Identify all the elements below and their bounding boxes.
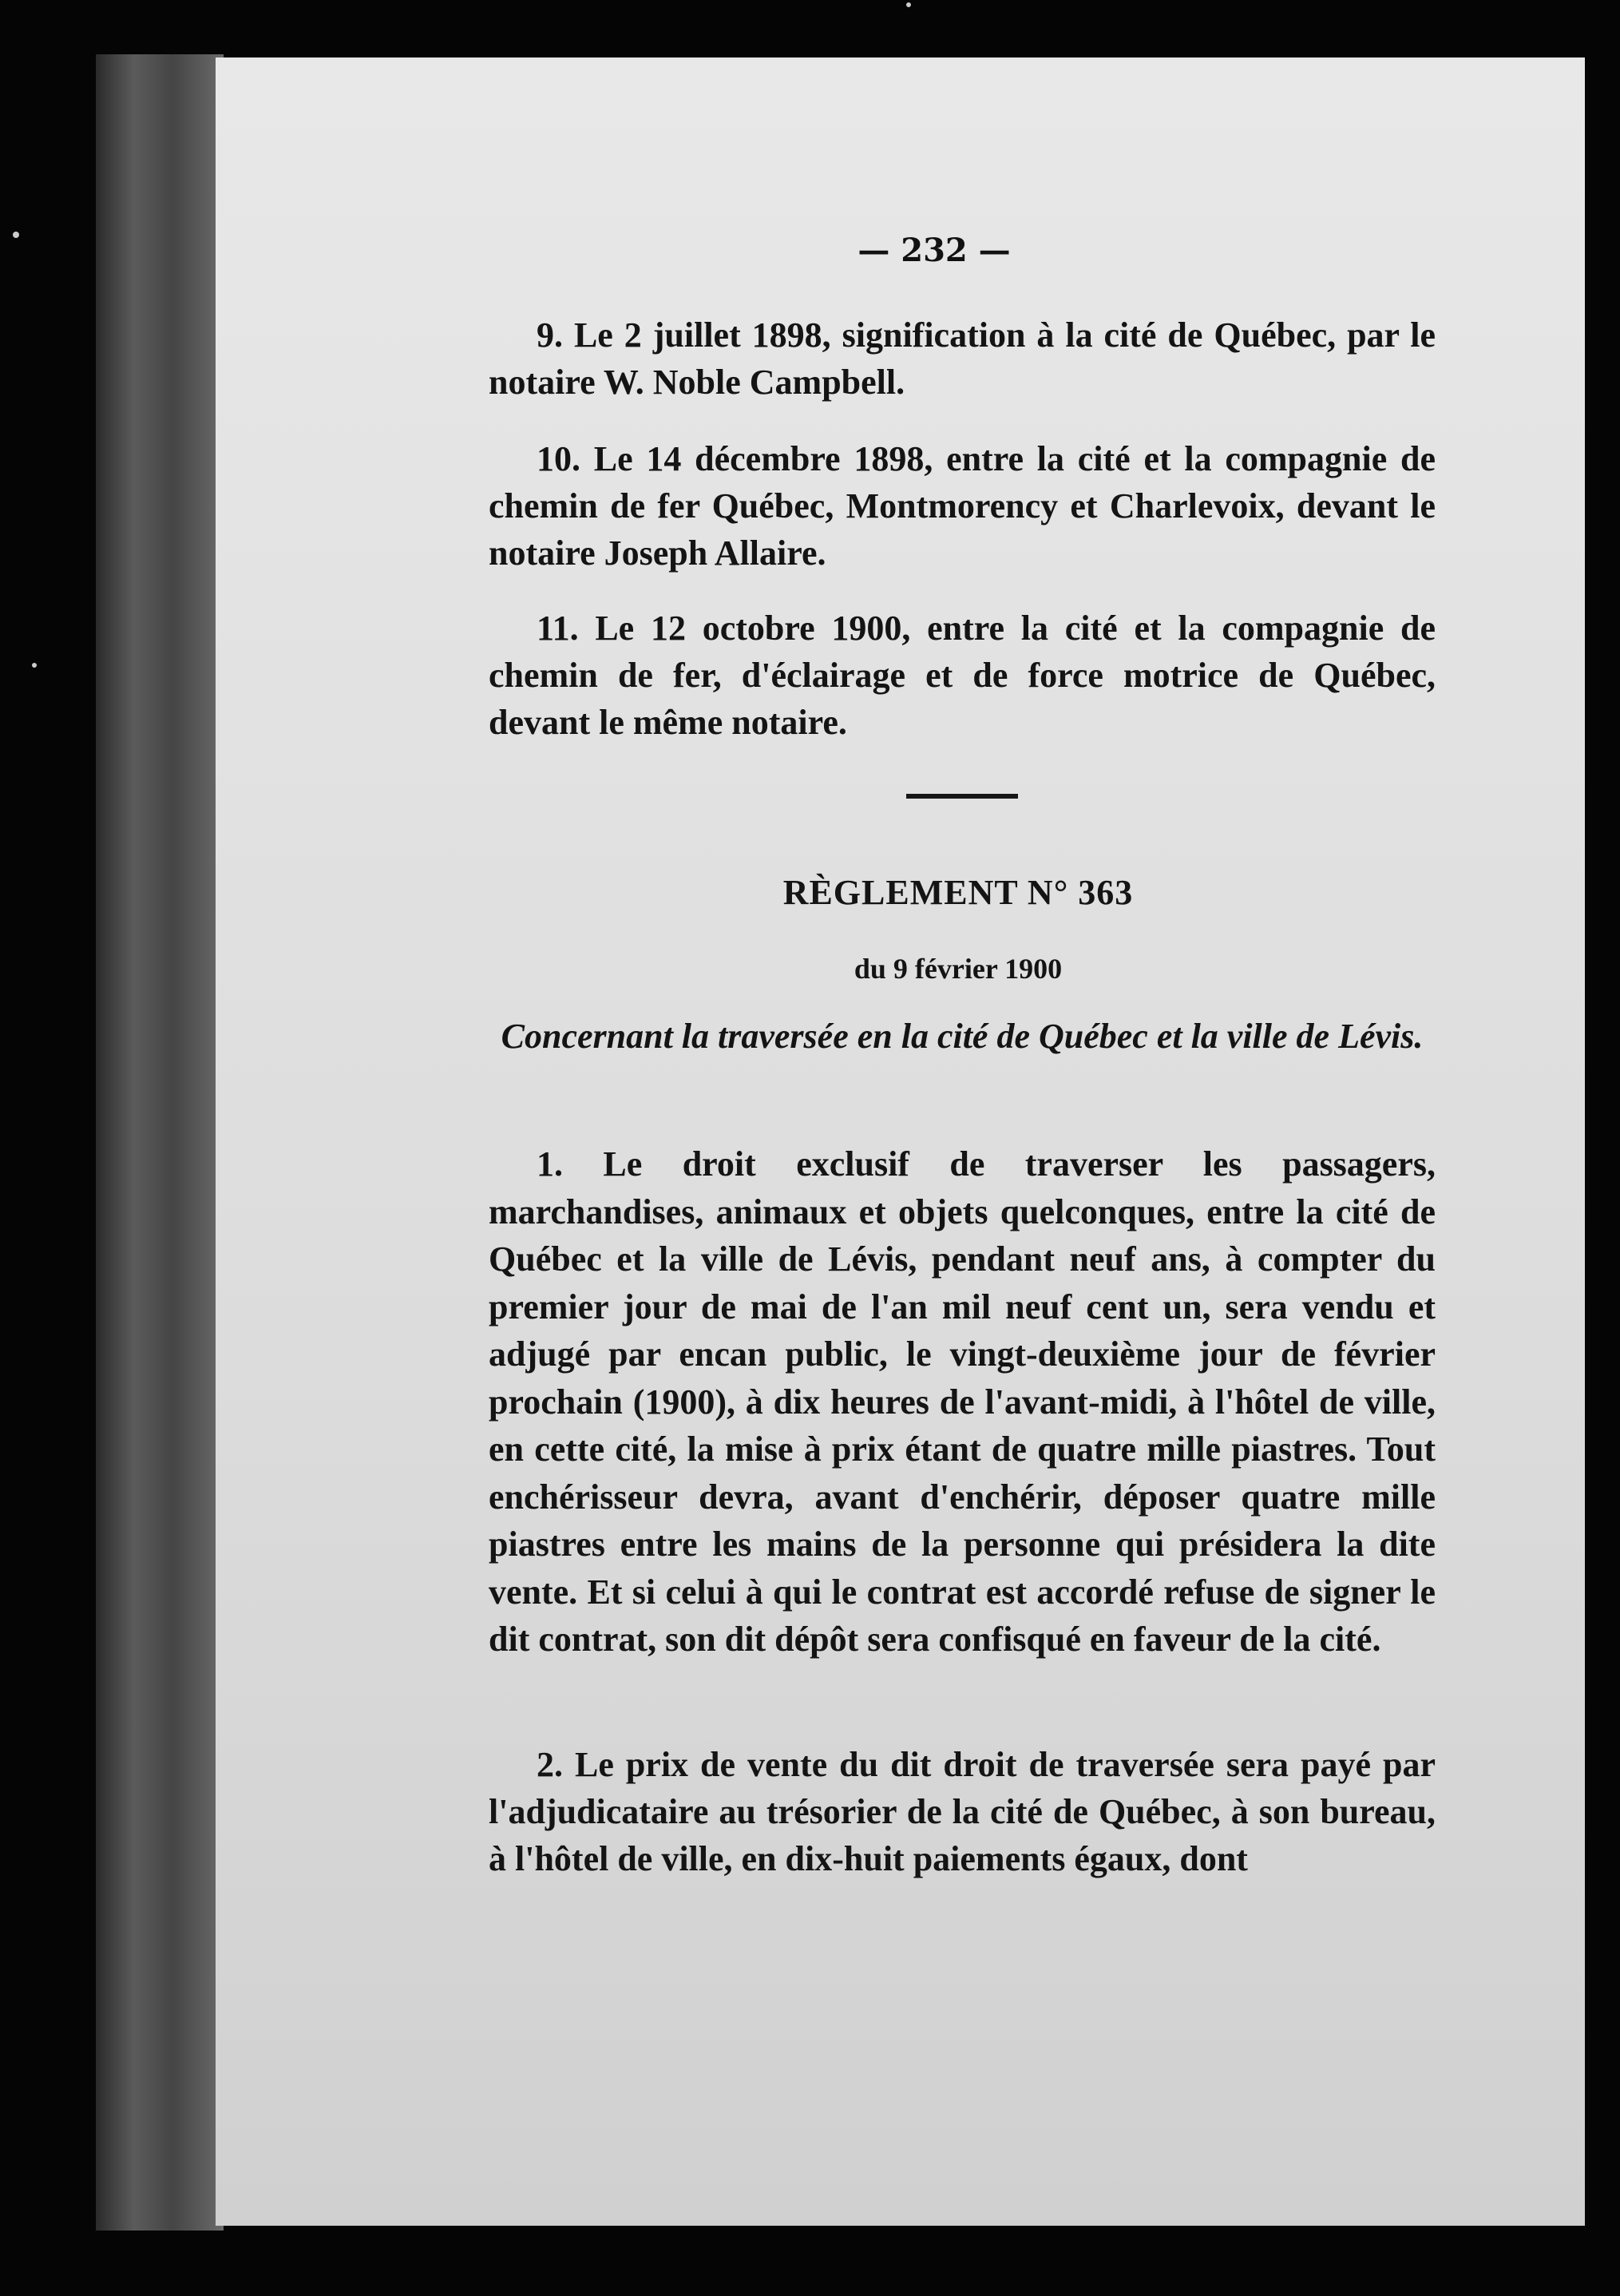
page-number: — 232 —: [858, 232, 1011, 269]
article-1: 1. Le droit exclusif de traverser les passagers, marchandises, animaux et objets quelconques, entre la cité de Québec et la ville de Lévis, pendant neuf ans, à compter du premier jour de mai de l'an mil neuf cent un, sera vendu et adjugé par encan public, le vingt-deuxième jour de février prochain (1900), à dix heures de l'avant-midi, à l'hôtel de ville, en cette cité, la mise à prix étant de quatre mille piastres. Tout enchérisseur devra, avant d'enchérir, déposer quatre mille piastres entre les mains de la personne qui présidera la dite vente. Et si celui à qui le contrat est accordé refuse de signer le dit contrat, son dit dépôt sera confisqué en faveur de la cité.: [489, 1144, 1436, 1659]
section-divider: [906, 794, 1018, 799]
item-11: 11. Le 12 octobre 1900, entre la cité et la compagnie de chemin de fer, d'éclairage et de force motrice de Québec, devant le même notaire.: [489, 609, 1436, 742]
item-9: 9. Le 2 juillet 1898, signification à la cité de Québec, par le notaire W. Noble Campbell.: [489, 315, 1436, 402]
dust-speck: [32, 663, 37, 668]
reglement-date: du 9 février 1900: [854, 953, 1063, 985]
dust-speck: [906, 2, 911, 7]
article-2: 2. Le prix de vente du dit droit de traversée sera payé par l'adjudicataire au trésorier de la cité de Québec, à son bureau, à l'hôtel de ville, en dix-huit paiements égaux, dont: [489, 1745, 1436, 1878]
dust-speck: [13, 232, 19, 238]
reglement-title: RÈGLEMENT N° 363: [782, 873, 1134, 912]
item-10: 10. Le 14 décembre 1898, entre la cité et la compagnie de chemin de fer Québec, Montmorency et Charlevoix, devant le notaire Joseph Allaire.: [489, 439, 1436, 573]
book-spine: [96, 54, 224, 2231]
reglement-subject: Concernant la traversée en la cité de Québec et la ville de Lévis.: [501, 1017, 1424, 1056]
